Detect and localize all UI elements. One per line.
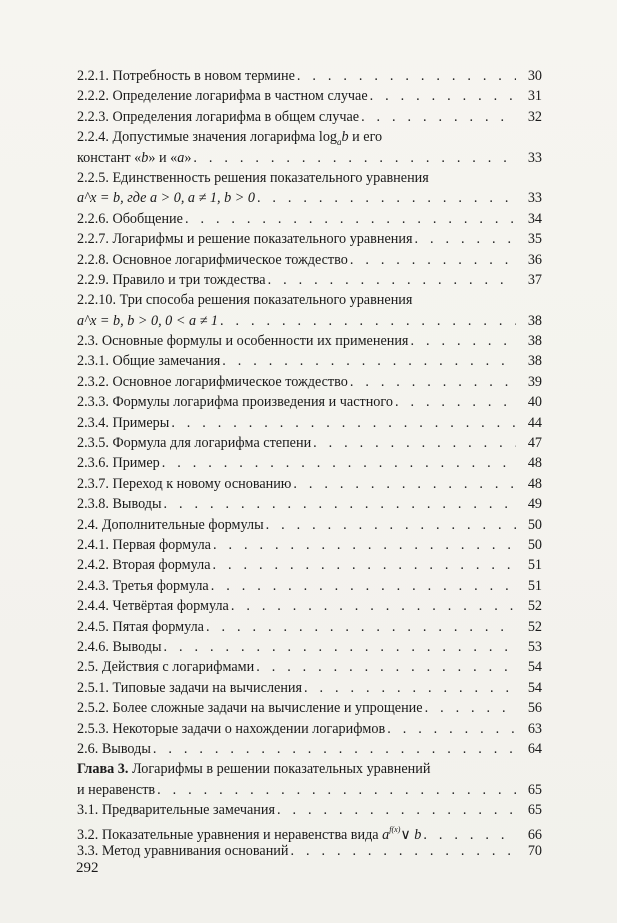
leader-dots	[370, 86, 516, 106]
toc-entry-line1	[77, 168, 542, 188]
leader-dots	[293, 474, 516, 494]
leader-dots	[297, 66, 516, 86]
toc-entry-title: 2.5. Действия с логарифмами	[77, 659, 255, 676]
toc-entry-title: 2.4.5. Пятая формула	[77, 618, 204, 635]
leader-dots	[350, 250, 516, 270]
leader-dots	[213, 555, 517, 575]
leader-dots	[171, 413, 516, 433]
toc-page-number: 32	[527, 108, 542, 125]
toc-page-number: 48	[527, 475, 542, 492]
leader-dots	[425, 698, 516, 718]
toc-page-number: 63	[527, 720, 542, 737]
toc-entry	[77, 820, 542, 844]
toc-entry-title: 2.2.1. Потребность в новом термине	[77, 68, 295, 84]
toc-page-number: 66	[527, 827, 542, 844]
toc-entry	[77, 413, 542, 433]
toc-entry-title: 2.2.2. Определение логарифма в частном случае	[77, 88, 368, 105]
leader-dots	[206, 617, 516, 637]
toc-entry-title: 2.4.1. Первая формула	[77, 536, 211, 553]
toc-entry	[77, 229, 542, 249]
toc-entry-title: 3.2. Показательные уравнения и неравенства вида $a^{f(x)}\vee$ b	[77, 825, 422, 844]
toc-entry-title: 2.6. Выводы	[77, 740, 151, 757]
toc-page-number: 65	[527, 802, 542, 819]
leader-dots	[193, 148, 516, 168]
toc-entry	[77, 392, 542, 412]
leader-dots	[266, 515, 516, 535]
toc-entry-title: 2.3. Основные формулы и особенности их применения	[77, 333, 409, 350]
leader-dots	[256, 657, 516, 677]
leader-dots	[222, 351, 516, 371]
toc-entry	[77, 494, 542, 514]
toc-entry	[77, 637, 542, 657]
toc-entry	[77, 250, 542, 270]
leader-dots	[414, 229, 516, 249]
toc-page-number: 38	[527, 353, 542, 370]
toc-entry-title: 2.2.8. Основное логарифмическое тождество	[77, 251, 348, 268]
leader-dots	[164, 494, 516, 514]
toc-entry-title: 2.3.4. Примеры	[77, 414, 170, 431]
toc-page-number: 65	[527, 781, 542, 798]
toc-page-number: 50	[527, 536, 542, 553]
toc-page-number: 52	[527, 618, 542, 635]
leader-dots	[162, 453, 516, 473]
toc-chapter-title: Глава 3. Логарифмы в решении показательных уравнений	[77, 761, 431, 778]
toc-page-number: 51	[527, 577, 542, 594]
toc-page-number: 31	[527, 88, 542, 105]
toc-entry-title: 2.2.7. Логарифмы и решение показательного уравнения	[77, 231, 413, 248]
formula: $a^{f(x)}\vee$ b	[382, 825, 422, 844]
toc-entry	[77, 86, 542, 106]
toc-entry	[77, 719, 542, 739]
toc-entry-line2	[77, 188, 542, 208]
leader-dots	[153, 739, 516, 759]
toc-entry-title: 2.2.5. Единственность решения показательного уравнения	[77, 169, 429, 186]
toc-entry-title: 2.3.6. Пример	[77, 455, 160, 472]
toc-entry	[77, 800, 542, 820]
toc-entry-title: 2.5.3. Некоторые задачи о нахождении логарифмов	[77, 720, 386, 737]
toc-entry	[77, 331, 542, 351]
leader-dots	[185, 209, 516, 229]
toc-page-number: 35	[527, 231, 542, 248]
leader-dots	[290, 841, 516, 861]
toc-entry-title: 2.5.2. Более сложные задачи на вычисление и упрощение	[77, 700, 423, 717]
toc-page-number: 44	[527, 414, 542, 431]
toc-entry-line1	[77, 290, 542, 310]
toc-entry-line2	[77, 148, 542, 168]
toc-page-number: 54	[527, 679, 542, 696]
toc-page-number: 53	[527, 638, 542, 655]
toc-page-number: 33	[527, 190, 542, 207]
leader-dots	[164, 637, 516, 657]
toc-page-number: 34	[527, 210, 542, 227]
toc-entry-title: 2.2.10. Три способа решения показательного уравнения	[77, 292, 413, 309]
leader-dots	[257, 188, 516, 208]
toc-page-number: 56	[527, 700, 542, 717]
toc-entry	[77, 698, 542, 718]
toc-entry	[77, 351, 542, 371]
toc-entry-title: 2.4.4. Четвёртая формула	[77, 598, 229, 615]
leader-dots	[277, 800, 516, 820]
toc-page-number: 38	[527, 333, 542, 350]
toc-entry	[77, 739, 542, 759]
toc-page-number: 47	[527, 435, 542, 452]
toc-entry-title: 2.3.2. Основное логарифмическое тождество	[77, 373, 348, 390]
toc-entry-title: 2.3.3. Формулы логарифма произведения и частного	[77, 394, 393, 411]
toc-chapter-line2	[77, 780, 542, 800]
toc-entry-title: 2.3.8. Выводы	[77, 496, 162, 513]
toc-entry-title: 2.2.4. Допустимые значения логарифма $\log_ab$ и его	[77, 129, 383, 147]
leader-dots	[220, 311, 516, 331]
toc-entry	[77, 209, 542, 229]
leader-dots	[231, 596, 516, 616]
leader-dots	[157, 780, 516, 800]
chapter-label: Глава 3.	[77, 761, 129, 778]
leader-dots	[410, 331, 516, 351]
toc-entry-title: 3.1. Предварительные замечания	[77, 802, 275, 819]
toc-entry-title: 2.4. Дополнительные формулы	[77, 516, 264, 533]
leader-dots	[304, 678, 516, 698]
toc-entry-title: 2.2.6. Обобщение	[77, 210, 183, 227]
toc-page-number: 48	[527, 455, 542, 472]
toc-entry	[77, 657, 542, 677]
toc-page-number: 54	[527, 659, 542, 676]
toc-entry	[77, 841, 542, 861]
toc-page-number: 51	[527, 557, 542, 574]
page-number-footer: 292	[76, 860, 99, 876]
toc-entry	[77, 372, 542, 392]
leader-dots	[313, 433, 516, 453]
toc-page-number: 52	[527, 598, 542, 615]
leader-dots	[211, 576, 516, 596]
toc-entry-title: 2.3.5. Формула для логарифма степени	[77, 435, 312, 452]
toc-entry	[77, 433, 542, 453]
toc-page-number: 37	[527, 271, 542, 288]
toc-chapter-title-cont: и неравенств	[77, 781, 156, 798]
toc-entry-title: 2.4.2. Вторая формула	[77, 557, 211, 574]
toc-entry-title: 2.2.3. Определения логарифма в общем случае	[77, 108, 360, 125]
toc-entry-title-cont: констант «b» и «a»	[77, 149, 192, 166]
leader-dots	[387, 719, 516, 739]
toc-entry	[77, 596, 542, 616]
leader-dots	[395, 392, 516, 412]
toc-page-number: 50	[527, 516, 542, 533]
toc-entry	[77, 474, 542, 494]
toc-entry-title: 2.2.9. Правило и три тождества	[77, 271, 266, 288]
toc-entry-title: 2.3.7. Переход к новому основанию	[77, 475, 292, 492]
toc-entry	[77, 678, 542, 698]
toc-entry-line2	[77, 311, 542, 331]
toc-page-number: 30	[527, 68, 542, 84]
toc-entry-title: 3.3. Метод уравнивания оснований	[77, 842, 289, 859]
leader-dots	[350, 372, 516, 392]
toc-page-number: 49	[527, 496, 542, 513]
toc-entry-title: 2.3.1. Общие замечания	[77, 353, 221, 370]
table-of-contents	[77, 66, 542, 861]
leader-dots	[213, 535, 516, 555]
toc-entry	[77, 576, 542, 596]
toc-entry-title: 2.4.3. Третья формула	[77, 577, 209, 594]
toc-entry-formula: a^x = b, b > 0, 0 < a ≠ 1	[77, 312, 219, 329]
leader-dots	[361, 107, 516, 127]
toc-entry	[77, 515, 542, 535]
toc-page-number: 40	[527, 394, 542, 411]
toc-entry	[77, 535, 542, 555]
toc-chapter-line1	[77, 759, 542, 779]
toc-entry	[77, 66, 542, 86]
toc-entry-line1	[77, 127, 542, 147]
toc-entry	[77, 453, 542, 473]
leader-dots	[268, 270, 516, 290]
toc-entry	[77, 555, 542, 575]
toc-page-number: 33	[527, 149, 542, 166]
toc-entry-formula: a^x = b, где a > 0, a ≠ 1, b > 0	[77, 190, 255, 207]
toc-entry	[77, 617, 542, 637]
toc-page-number: 64	[527, 740, 542, 757]
toc-entry-title: 2.4.6. Выводы	[77, 638, 162, 655]
toc-entry	[77, 107, 542, 127]
toc-entry	[77, 270, 542, 290]
toc-entry-title: 2.5.1. Типовые задачи на вычисления	[77, 679, 303, 696]
toc-page-number: 36	[527, 251, 542, 268]
toc-page-number: 39	[527, 373, 542, 390]
toc-page-number: 38	[527, 312, 542, 329]
toc-page-number: 70	[527, 842, 542, 859]
